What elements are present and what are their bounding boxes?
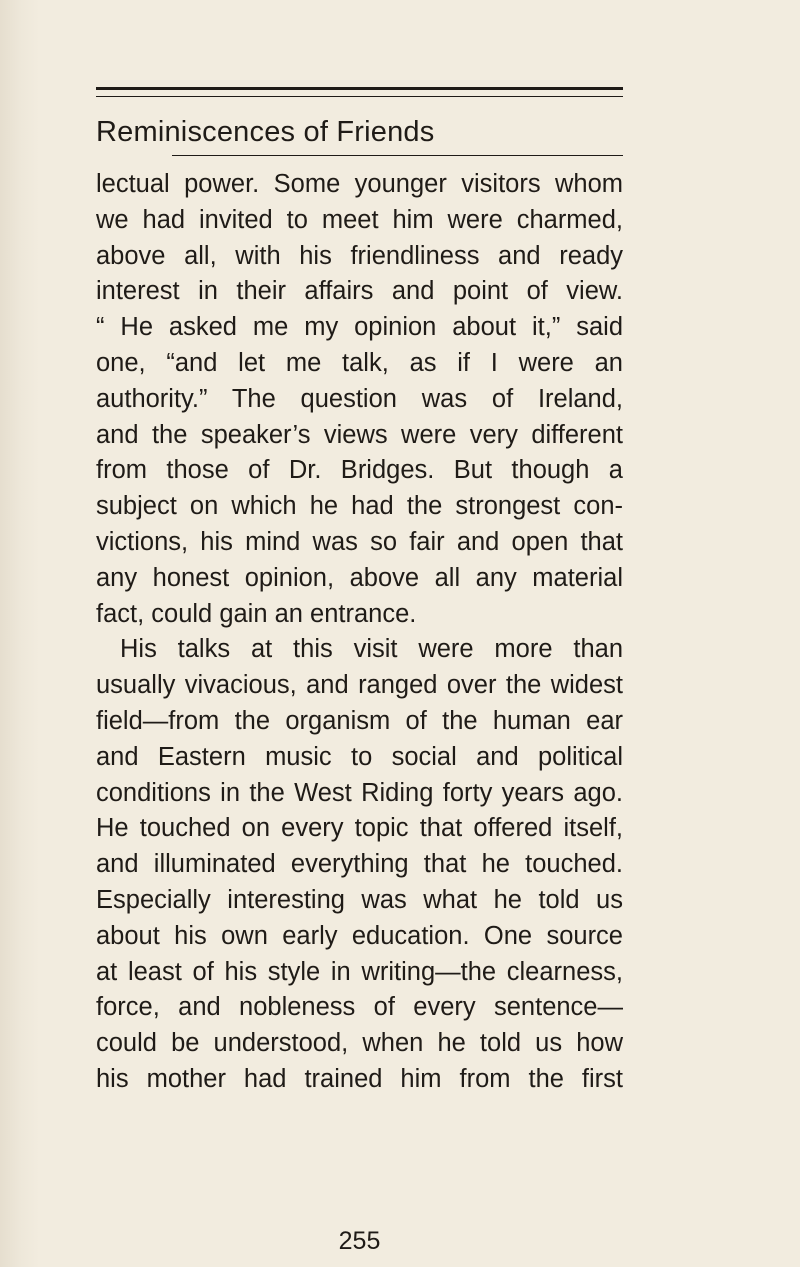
text-line: His talks at this visit were more than <box>120 635 623 664</box>
text-line: we had invited to meet him were charmed, <box>96 205 623 234</box>
text-line: above all, with his friendliness and ready <box>96 241 623 270</box>
body-text <box>96 167 623 1098</box>
running-head-underline <box>172 155 623 156</box>
text-line: about his own early education. One source <box>96 921 623 950</box>
text-line: interest in their affairs and point of view. <box>96 277 623 306</box>
text-line: usually vivacious, and ranged over the widest <box>96 671 623 700</box>
text-line: lectual power. Some younger visitors whom <box>96 170 623 198</box>
text-line: force, and nobleness of every sentence— <box>96 993 623 1022</box>
text-line: from those of Dr. Bridges. But though a <box>96 456 623 485</box>
page-number: 255 <box>338 1227 381 1255</box>
running-head: Reminiscences of Friends <box>96 116 435 148</box>
text-line: one, “and let me talk, as if I were an <box>96 348 623 377</box>
text-line: his mother had trained him from the first <box>96 1064 623 1093</box>
text-line: victions, his mind was so fair and open that <box>96 527 623 556</box>
text-line: “ He asked me my opinion about it,” said <box>96 313 623 342</box>
text-line: He touched on every topic that offered itself, <box>96 814 623 843</box>
text-line: authority.” The question was of Ireland, <box>96 384 623 413</box>
text-line: and the speaker’s views were very different <box>96 420 623 449</box>
text-line: at least of his style in writing—the clearness, <box>96 957 623 986</box>
text-line: conditions in the West Riding forty years ago. <box>96 778 623 807</box>
text-line: field—from the organism of the human ear <box>96 706 623 735</box>
text-line: subject on which he had the strongest con- <box>96 492 623 521</box>
text-line: could be understood, when he told us how <box>96 1029 623 1058</box>
text-line: any honest opinion, above all any material <box>96 563 623 592</box>
text-line: fact, could gain an entrance. <box>96 599 417 628</box>
text-line: and Eastern music to social and political <box>96 742 623 771</box>
text-line: Especially interesting was what he told us <box>96 885 623 914</box>
text-line: and illuminated everything that he touched. <box>96 850 623 879</box>
header-rule-thin <box>96 96 623 97</box>
header-rule-thick <box>96 87 623 90</box>
